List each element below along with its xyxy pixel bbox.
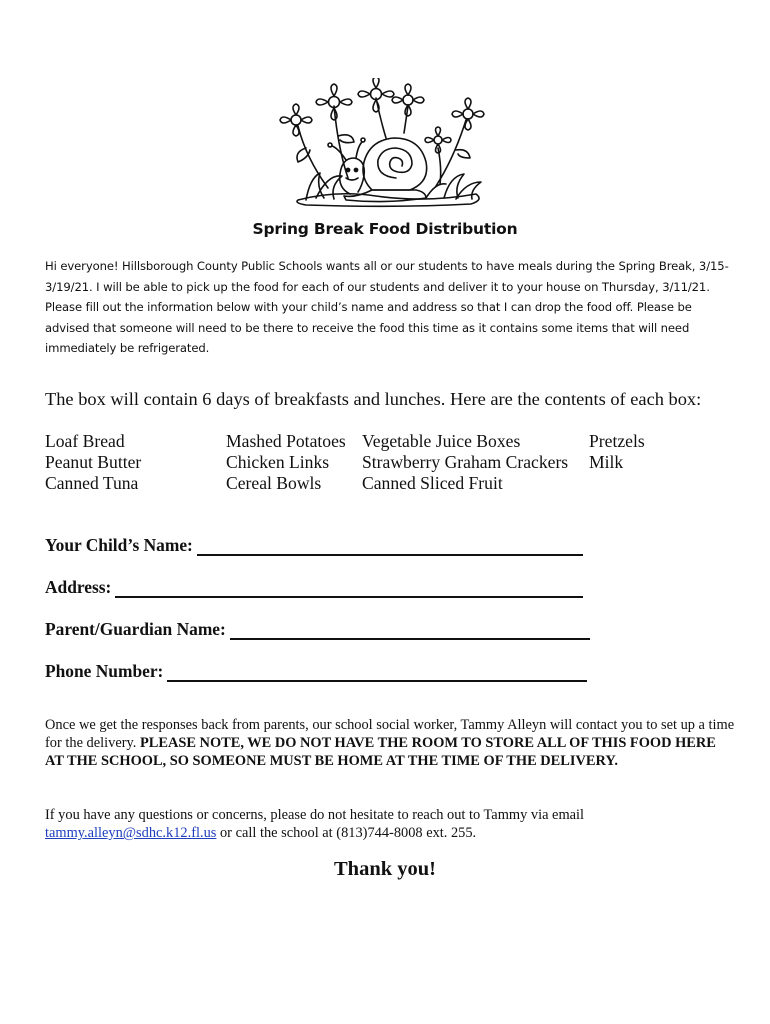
address-field (45, 577, 583, 598)
guardian-name-label: Parent/Guardian Name: (45, 619, 226, 639)
content-item: Canned Sliced Fruit (362, 473, 503, 493)
content-item: Strawberry Graham Crackers (362, 452, 569, 472)
address-input-line[interactable] (115, 580, 583, 598)
guardian-name-input-line[interactable] (230, 622, 590, 640)
content-item: Loaf Bread (45, 431, 125, 451)
child-name-label: Your Child’s Name: (45, 535, 193, 555)
content-item: Peanut Butter (45, 452, 142, 472)
contents-column-4 (589, 431, 645, 473)
email-link[interactable]: tammy.alleyn@sdhc.k12.fl.us (45, 825, 217, 841)
phone-number-input-line[interactable] (167, 664, 587, 682)
content-item: Pretzels (589, 431, 645, 451)
phone-number-label: Phone Number: (45, 661, 164, 681)
snail-flowers-illustration (276, 78, 494, 208)
content-item: Mashed Potatoes (226, 431, 346, 451)
contents-column-2 (226, 431, 346, 494)
phone-number-field (45, 661, 587, 682)
address-label: Address: (45, 577, 112, 597)
intro-paragraph: Hi everyone! Hillsborough County Public Schools wants all or our students to have meals during the Spring Break, 3/15-3/19/21. I will be able to pick up the food for each of our students and deliver it to your house on Thursday, 3/11/21. Please fill out the information below with your child’s name and address so that I can drop the food off. Please be advised that someone will need to be there to receive the food this time as it contains some items that will need immediately be refrigerated. (45, 259, 729, 355)
content-item: Canned Tuna (45, 473, 139, 493)
content-item: Vegetable Juice Boxes (362, 431, 521, 451)
followup-text: Once we get the responses back from parents, our school social worker, Tammy Alleyn will contact you to set up a time for the delivery. (45, 717, 735, 751)
contents-column-3 (362, 431, 568, 494)
contact-paragraph (45, 806, 735, 842)
contact-text-phone: or call the school at (813)744-8008 ext. 255. (216, 825, 477, 841)
contact-text: If you have any questions or concerns, please do not hesitate to reach out to Tammy via email (45, 807, 585, 823)
child-name-field (45, 535, 583, 556)
content-item: Cereal Bowls (226, 473, 322, 493)
storage-note: PLEASE NOTE, WE DO NOT HAVE THE ROOM TO STORE ALL OF THIS FOOD HERE AT THE SCHOOL, SO SOMEONE MUST BE HOME AT THE TIME OF THE DELIVERY. (45, 735, 716, 769)
thank-you-text: Thank you! (334, 858, 436, 880)
content-item: Milk (589, 452, 624, 472)
contents-column-1 (45, 431, 141, 494)
content-item: Chicken Links (226, 452, 330, 472)
page-title: Spring Break Food Distribution (252, 220, 518, 238)
guardian-name-field (45, 619, 590, 640)
box-contents-intro: The box will contain 6 days of breakfasts and lunches. Here are the contents of each box: (45, 389, 702, 409)
followup-paragraph (45, 716, 735, 770)
child-name-input-line[interactable] (197, 538, 583, 556)
